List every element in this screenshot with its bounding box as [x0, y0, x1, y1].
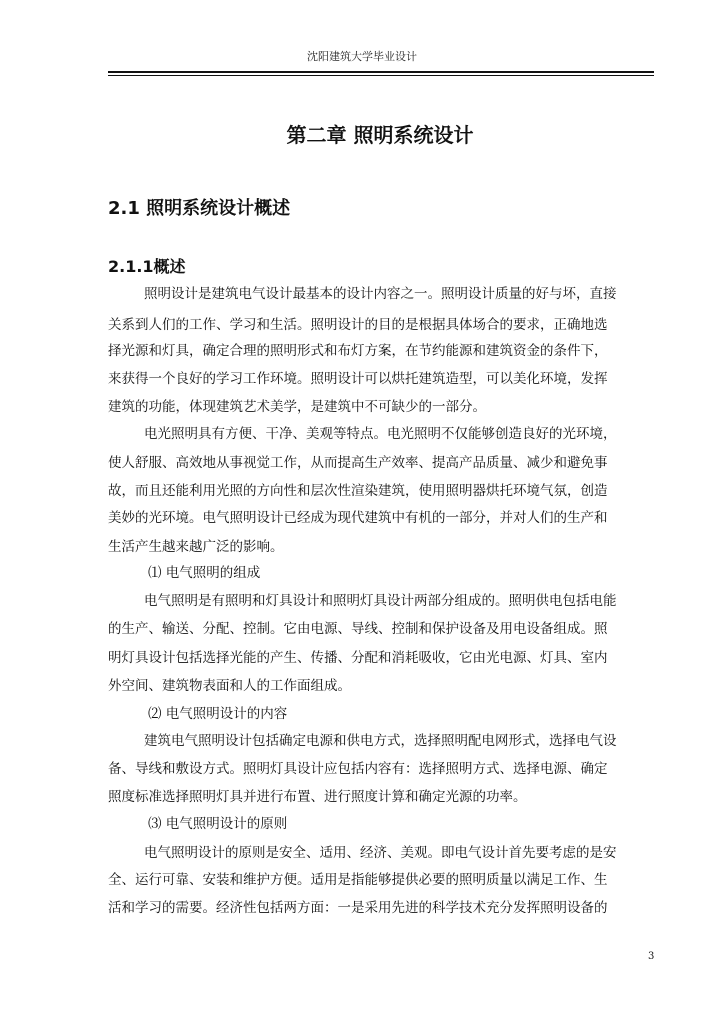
list-item-heading: ⑴ 电气照明的组成: [148, 565, 261, 581]
body-line: 外空间、建筑物表面和人的工作面组成。: [108, 678, 351, 694]
chapter-title: 第二章 照明系统设计: [286, 123, 474, 147]
body-line: 美妙的光环境。电气照明设计已经成为现代建筑中有机的一部分，并对人们的生产和: [108, 510, 608, 526]
body-line: 全、运行可靠、安装和维护方便。适用是指能够提供必要的照明质量以满足工作、生: [108, 872, 608, 888]
list-item-heading: ⑵ 电气照明设计的内容: [148, 706, 288, 722]
body-line: 电气照明设计的原则是安全、适用、经济、美观。即电气设计首先要考虑的是安: [144, 845, 617, 861]
body-line: 故，而且还能利用光照的方向性和层次性渲染建筑，使用照明器烘托环境气氛，创造: [108, 483, 608, 499]
body-line: 电气照明是有照明和灯具设计和照明灯具设计两部分组成的。照明供电包括电能: [144, 593, 617, 609]
body-line: 的生产、输送、分配、控制。它由电源、导线、控制和保护设备及用电设备组成。照: [108, 621, 608, 637]
page-number: 3: [648, 951, 655, 962]
body-line: 活和学习的需要。经济性包括两方面：一是采用先进的科学技术充分发挥照明设备的: [108, 900, 608, 916]
body-line: 生活产生越来越广泛的影响。: [108, 539, 284, 555]
body-line: 使人舒服、高效地从事视觉工作，从而提高生产效率、提高产品质量、减少和避免事: [108, 455, 608, 471]
body-line: 建筑电气照明设计包括确定电源和供电方式，选择照明配电网形式，选择电气设: [144, 733, 617, 749]
body-line: 照度标准选择照明灯具并进行布置、进行照度计算和确定光源的功率。: [108, 789, 527, 805]
body-line: 来获得一个良好的学习工作环境。照明设计可以烘托建筑造型，可以美化环境，发挥: [108, 371, 608, 387]
section-heading: 2.1 照明系统设计概述: [108, 198, 291, 219]
body-line: 照明设计是建筑电气设计最基本的设计内容之一。照明设计质量的好与坏，直接: [144, 286, 617, 302]
subsection-heading: 2.1.1概述: [108, 257, 186, 276]
list-item-heading: ⑶ 电气照明设计的原则: [148, 816, 288, 832]
body-line: 建筑的功能，体现建筑艺术美学，是建筑中不可缺少的一部分。: [108, 399, 486, 415]
header-rule-thin: [108, 75, 654, 76]
header-rule-thick: [108, 71, 654, 73]
body-line: 择光源和灯具，确定合理的照明形式和布灯方案，在节约能源和建筑资金的条件下，: [108, 343, 608, 359]
body-line: 电光照明具有方便、干净、美观等特点。电光照明不仅能够创造良好的光环境，: [144, 426, 617, 442]
body-line: 备、导线和敷设方式。照明灯具设计应包括内容有：选择照明方式、选择电源、确定: [108, 761, 608, 777]
page-header: 沈阳建筑大学毕业设计: [307, 50, 417, 63]
body-line: 明灯具设计包括选择光能的产生、传播、分配和消耗吸收，它由光电源、灯具、室内: [108, 650, 608, 666]
body-line: 关系到人们的工作、学习和生活。照明设计的目的是根据具体场合的要求，正确地选: [108, 317, 608, 333]
